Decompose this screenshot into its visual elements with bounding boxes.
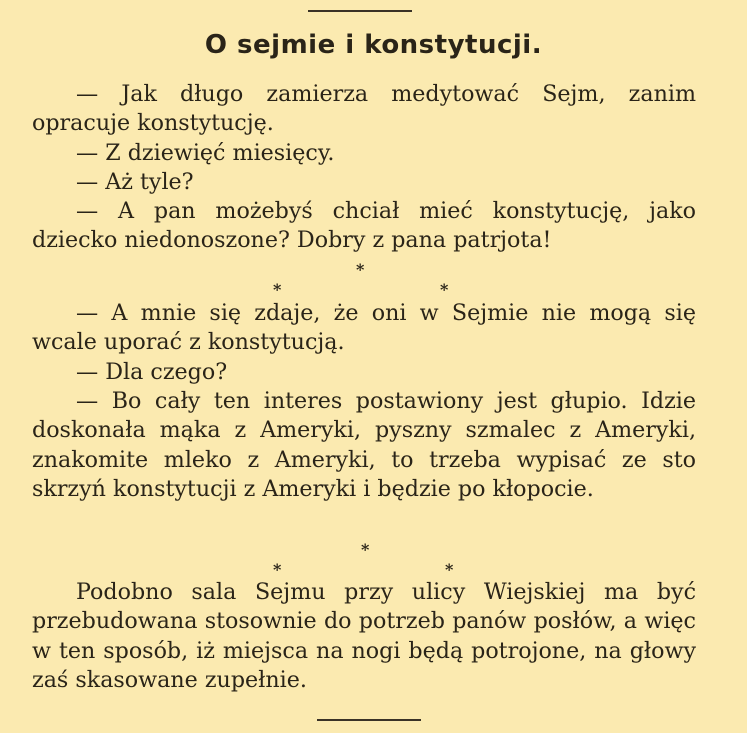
dialogue-line: — Dla czego? bbox=[76, 359, 228, 385]
asterism-separator bbox=[0, 260, 747, 299]
separator-star: * bbox=[445, 560, 454, 579]
bottom-rule bbox=[317, 719, 421, 721]
top-rule bbox=[308, 10, 412, 12]
asterism-separator bbox=[0, 540, 747, 579]
separator-star: * bbox=[356, 260, 365, 279]
dialogue-line: — Jak długo zamierza medytować Sejm, zanim opracuje konstytucję. bbox=[32, 81, 696, 137]
separator-star: * bbox=[273, 280, 282, 299]
paragraph: Podobno sala Sejmu przy ulicy Wiejskiej ma być przebudowana stosownie do potrzeb panów posłów, a więc w ten sposób, iż miejsca na nogi będą potrojone, na głowy zaś skasowane zupełnie. bbox=[32, 579, 696, 693]
separator-star: * bbox=[440, 280, 449, 299]
dialogue-line: — Aż tyle? bbox=[76, 169, 194, 195]
dialogue-line: — A mnie się zdaje, że oni w Sejmie nie mogą się wcale uporać z konstytucją. bbox=[32, 300, 696, 356]
separator-star: * bbox=[273, 560, 282, 579]
dialogue-line: — Bo cały ten interes postawiony jest głupio. Idzie doskonała mąka z Ameryki, pyszny szmalec z Ameryki, znakomite mleko z Ameryki, to trzeba wypisać ze sto skrzyń konstytucji z Ameryki i będzie po kłopocie. bbox=[32, 388, 696, 502]
article-title: O sejmie i konstytucji. bbox=[204, 30, 543, 60]
dialogue-line: — A pan możebyś chciał mieć konstytucję, jako dziecko niedonoszone? Dobry z pana patrjota! bbox=[32, 198, 696, 254]
dialogue-line: — Z dziewięć miesięcy. bbox=[76, 140, 335, 166]
separator-star: * bbox=[361, 540, 370, 559]
